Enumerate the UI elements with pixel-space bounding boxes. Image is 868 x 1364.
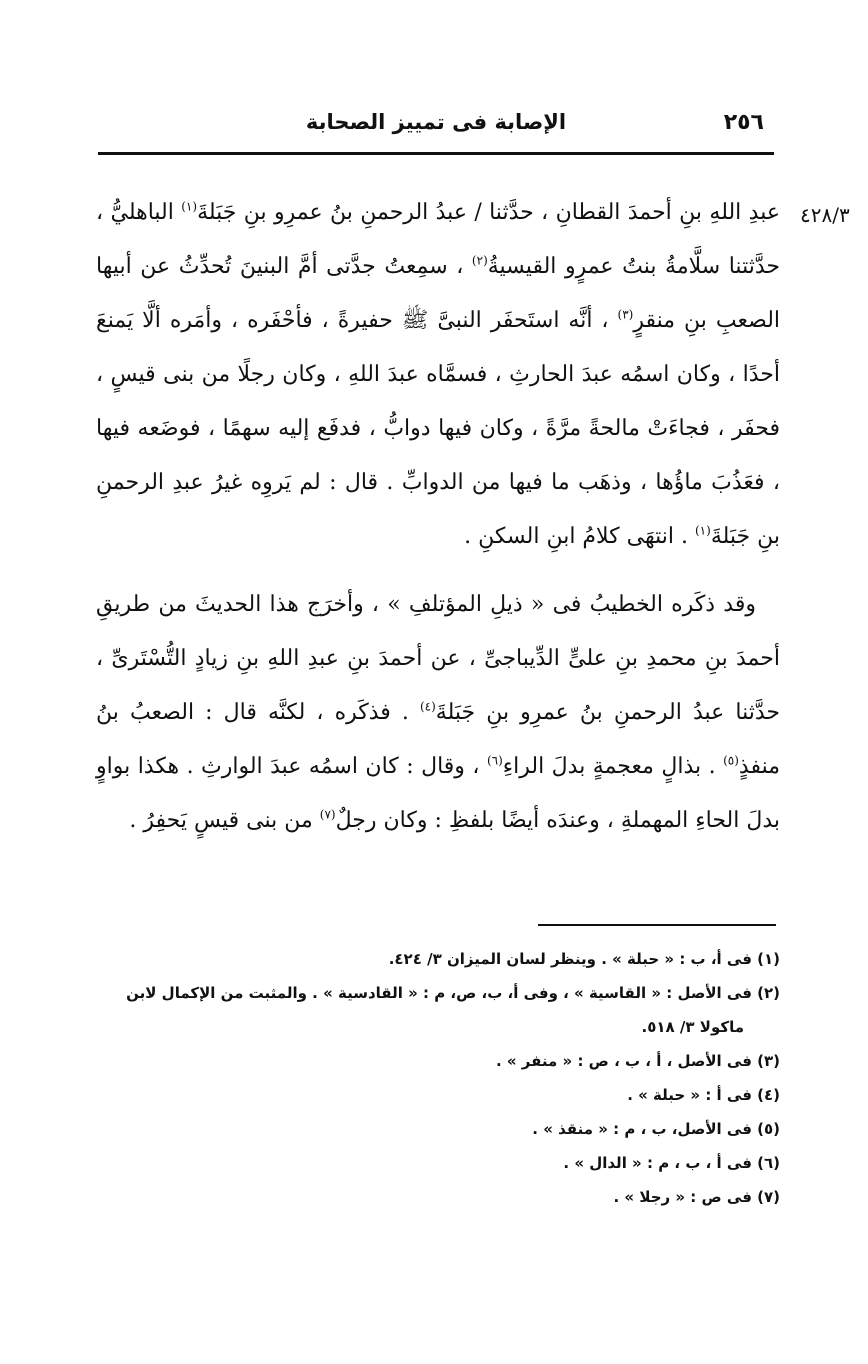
- text-segment: ، أنَّه استَحفَر النبىَّ ﷺ حفيرةً ، فأحْفَره ، وأمَره ألَّا يَمنعَ أحدًا ، وكان اسمُه عبدَ الحارثِ ، فسمَّاه عبدَ اللهِ ، وكان رجلًا من بنى قيسٍ ، فحفَر ، فجاءَتْ مالحةً مرَّةً ، وكان فيها دوابُّ ، فدفَع إليه سهمًا ، فوضَعه فيها ، فعَذُبَ ماؤُها ، وذهَب ما فيها من الدوابِّ . قال : لم يَروِه غيرُ عبدِ الرحمنِ بنِ جَبَلةَ: [96, 308, 780, 549]
- text-segment: وقد ذكَره الخطيبُ فى « ذيلِ المؤتلفِ » ، وأخرَج هذا الحديثَ من طريقِ أحمدَ بنِ محمدِ بنِ علىٍّ الدِّيباجىِّ ، عن أحمدَ بنِ عبدِ اللهِ بنِ زيادٍ التُّسْتَرىِّ ، حدَّثنا عبدُ الرحمنِ بنُ عمرِو بنِ جَبَلةَ: [96, 592, 780, 725]
- main-text: [96, 186, 780, 848]
- text-segment: ، وقال : كان اسمُه عبدَ الوارثِ . هكذا بواوٍ بدلَ الحاءِ المهملةِ ، وعندَه أيضًا بلفظِ : وكان رجلٌ: [96, 754, 780, 833]
- text-segment: عبدِ اللهِ بنِ أحمدَ القطانِ ، حدَّثنا / عبدُ الرحمنِ بنُ عمرِو بنِ جَبَلةَ: [197, 200, 780, 225]
- running-header: [98, 110, 774, 146]
- footnote-marker: (٣): [617, 307, 634, 322]
- footnote-continuation: ماكولا ٣/ ٥١٨.: [641, 1018, 744, 1036]
- text-segment: . فذكَره ، لكنَّه قال : الصعبُ بنُ منفذٍ: [96, 700, 780, 779]
- margin-volume-page-reference: ٤٢٨/٣: [800, 203, 850, 227]
- footnote-marker: (٥): [723, 753, 739, 768]
- footnote: (٦) فى أ ، ب ، م : « الدال » .: [563, 1154, 780, 1172]
- footnote-marker: (٤): [419, 699, 436, 714]
- running-title: الإصابة فى تمييز الصحابة: [305, 110, 567, 134]
- header-rule: [98, 152, 774, 155]
- footnote-marker: (٢): [471, 253, 488, 268]
- text-segment: الباهليُّ ، حدَّثتنا سلَّامةُ بنتُ عمرٍو القيسيةُ: [96, 200, 780, 279]
- text-segment: . بذالٍ معجمةٍ بدلَ الراءِ: [502, 754, 724, 779]
- paragraph-2: [96, 578, 780, 848]
- page-number: ٢٥٦: [723, 110, 764, 135]
- footnote-marker: (١): [694, 523, 711, 538]
- footnote-marker: (٧): [319, 807, 336, 822]
- footnote-separator: [538, 924, 776, 926]
- footnote-marker: (١): [181, 199, 198, 214]
- text-segment: . انتهَى كلامُ ابنِ السكنِ .: [464, 524, 695, 549]
- footnote: (٣) فى الأصل ، أ ، ب ، ص : « منفر » .: [495, 1052, 780, 1070]
- footnote: (٧) فى ص : « رجلا » .: [613, 1188, 780, 1206]
- footnote-marker: (٦): [486, 753, 503, 768]
- footnote: (٤) فى أ : « حبلة » .: [627, 1086, 780, 1104]
- paragraph-1: [96, 186, 780, 564]
- footnote: (٥) فى الأصل، ب ، م : « منقذ » .: [532, 1120, 780, 1138]
- footnotes: [96, 942, 780, 1214]
- text-segment: ، سمِعتُ جدَّتى أمَّ البنينَ تُحدِّثُ عن أبيها الصعبِ بنِ منقرٍ: [96, 254, 781, 333]
- footnote: (٢) فى الأصل : « القاسية » ، وفى أ، ب، ص، م : « القادسية » . والمثبت من الإكمال لابن: [126, 984, 780, 1002]
- text-segment: من بنى قيسٍ يَحفِرُ .: [129, 808, 320, 833]
- footnote: (١) فى أ، ب : « حبلة » . وينظر لسان الميزان ٣/ ٤٢٤.: [388, 950, 780, 968]
